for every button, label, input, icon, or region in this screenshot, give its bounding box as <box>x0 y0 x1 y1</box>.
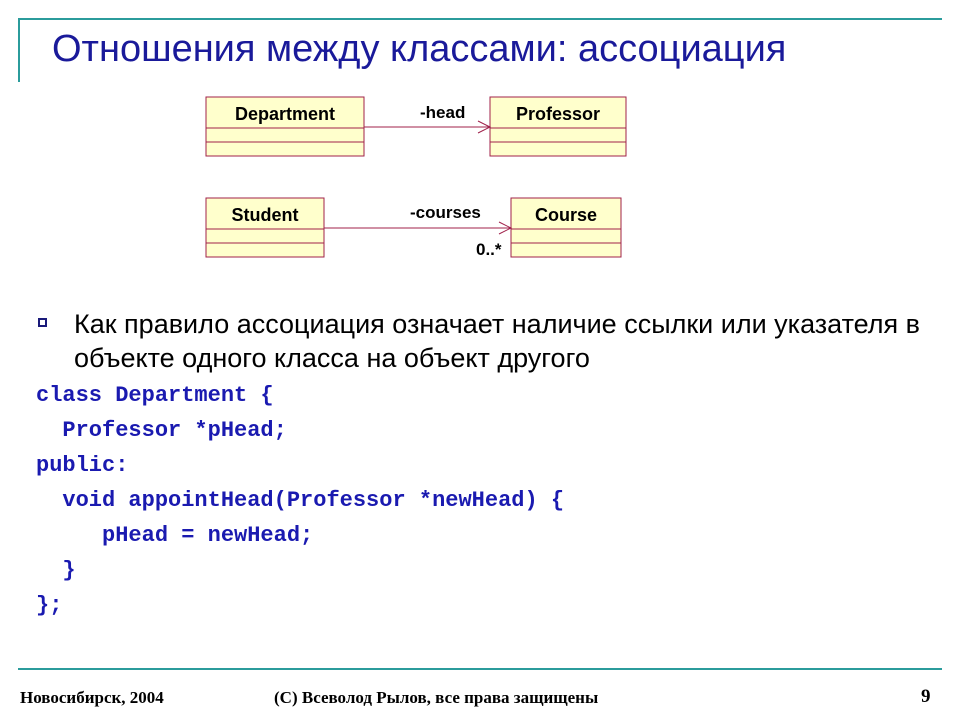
slide-title: Отношения между классами: ассоциация <box>52 28 787 70</box>
class-name-department: Department <box>234 104 336 124</box>
role-label-courses: -courses <box>410 203 481 222</box>
bullet-text: Как правило ассоциация означает наличие ссылки или указателя в объекте одного класса на объект другого <box>74 309 921 373</box>
code-line: } <box>36 558 76 583</box>
uml-class-diagram <box>0 0 960 300</box>
class-name-course: Course <box>534 205 598 225</box>
page-number: 9 <box>921 686 931 707</box>
association-courses <box>324 203 511 259</box>
code-line: void appointHead(Professor *newHead) { <box>36 488 565 513</box>
multiplicity-label: 0..* <box>476 240 502 259</box>
class-name-student: Student <box>231 205 299 225</box>
role-label-head: -head <box>420 103 466 122</box>
code-block <box>36 378 564 623</box>
class-student <box>206 198 324 257</box>
class-name-professor: Professor <box>515 104 601 124</box>
class-department <box>206 97 364 156</box>
code-line: pHead = newHead; <box>36 523 314 548</box>
association-head <box>364 103 490 133</box>
footer-location-year: Новосибирск, 2004 <box>20 688 164 707</box>
code-line: public: <box>36 453 129 478</box>
class-professor <box>490 97 626 156</box>
code-line: }; <box>36 593 63 618</box>
footer-copyright: (C) Всеволод Рылов, все права защищены <box>274 688 599 707</box>
bullet-square-icon <box>38 318 47 327</box>
class-course <box>511 198 621 257</box>
decor-bottom-line <box>18 668 942 670</box>
code-line: class Department { <box>36 383 274 408</box>
code-line: Professor *pHead; <box>36 418 287 443</box>
